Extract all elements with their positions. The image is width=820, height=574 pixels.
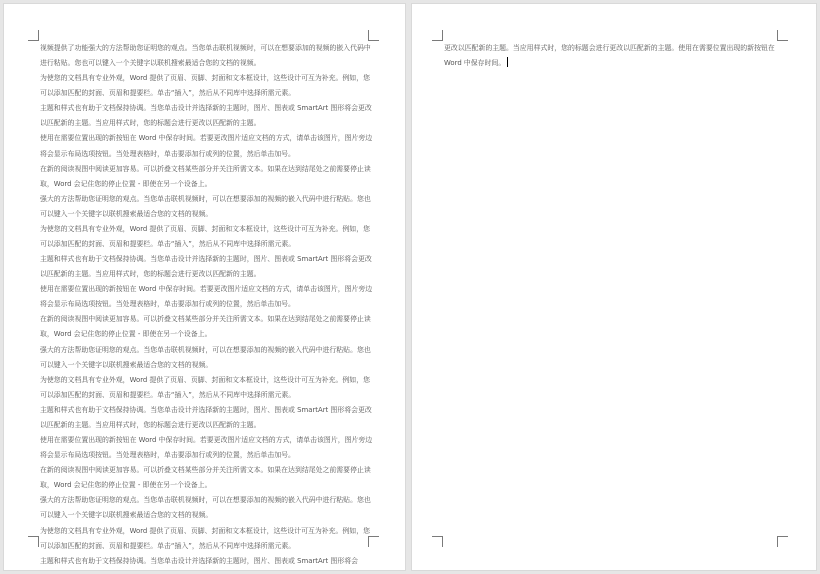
crop-mark-top-right xyxy=(368,30,379,41)
page-2-text-area[interactable] xyxy=(444,41,778,81)
paragraph[interactable]: 视频提供了功能强大的方法帮助您证明您的观点。当您单击联机视频时，可以在想要添加的视频的嵌入代码中进行粘贴。您也可以键入一个关键字以联机搜索最适合您的文档的视频。 xyxy=(40,44,371,68)
crop-mark-bottom-left xyxy=(432,536,443,547)
paragraph[interactable]: 在新的阅读视图中阅读更加容易。可以折叠文档某些部分并关注所需文本。如果在达到结尾处之前需要停止读取，Word 会记住您的停止位置 - 即使在另一个设备上。 xyxy=(40,164,371,188)
paragraph[interactable]: 为使您的文档具有专业外观，Word 提供了页眉、页脚、封面和文本框设计，这些设计可互为补充。例如，您可以添加匹配的封面、页眉和提要栏。单击“插入”，然后从不同库中选择所需元素。 xyxy=(40,526,370,550)
paragraph[interactable]: 为使您的文档具有专业外观，Word 提供了页眉、页脚、封面和文本框设计，这些设计可互为补充。例如，您可以添加匹配的封面、页眉和提要栏。单击“插入”，然后从不同库中选择所需元素。 xyxy=(40,74,370,98)
crop-mark-top-right xyxy=(777,30,788,41)
paragraph[interactable]: 使用在需要位置出现的新按钮在 Word 中保存时间。若要更改图片适应文档的方式，请单击该图片，图片旁边将会显示布局选项按钮。当处理表格时，单击要添加行或列的位置，然后单击加号。 xyxy=(40,436,373,460)
paragraph[interactable]: 为使您的文档具有专业外观，Word 提供了页眉、页脚、封面和文本框设计，这些设计可互为补充。例如，您可以添加匹配的封面、页眉和提要栏。单击“插入”，然后从不同库中选择所需元素。 xyxy=(40,375,370,399)
crop-mark-top-left xyxy=(28,30,39,41)
paragraph[interactable]: 主题和样式也有助于文档保持协调。当您单击设计并选择新的主题时，图片、图表或 SmartArt 图形将会更改以匹配新的主题。当应用样式时，您的标题会进行更改以匹配新的主题。 xyxy=(40,104,372,128)
document-page-2 xyxy=(412,4,816,570)
crop-mark-bottom-right xyxy=(777,536,788,547)
text-cursor xyxy=(507,57,508,67)
paragraph[interactable]: 主题和样式也有助于文档保持协调。当您单击设计并选择新的主题时，图片、图表或 SmartArt 图形将会更改以匹配新的主题。当应用样式时，您的标题会进行更改以匹配新的主题。 xyxy=(40,255,372,279)
paragraph[interactable]: 使用在需要位置出现的新按钮在 Word 中保存时间。若要更改图片适应文档的方式，请单击该图片，图片旁边将会显示布局选项按钮。当处理表格时，单击要添加行或列的位置，然后单击加号。 xyxy=(40,134,373,158)
paragraph[interactable] xyxy=(444,41,778,71)
document-page-1 xyxy=(4,4,405,570)
paragraph-text: 更改以匹配新的主题。当应用样式时，您的标题会进行更改以匹配新的主题。使用在需要位置出现的新按钮在 Word 中保存时间。 xyxy=(444,44,775,68)
paragraph[interactable]: 强大的方法帮助您证明您的观点。当您单击联机视频时，可以在想要添加的视频的嵌入代码中进行粘贴。您也可以键入一个关键字以联机搜索最适合您的文档的视频。 xyxy=(40,345,371,369)
crop-mark-top-left xyxy=(432,30,443,41)
paragraph[interactable]: 在新的阅读视图中阅读更加容易。可以折叠文档某些部分并关注所需文本。如果在达到结尾处之前需要停止读取，Word 会记住您的停止位置 - 即使在另一个设备上。 xyxy=(40,466,371,490)
paragraph[interactable]: 为使您的文档具有专业外观，Word 提供了页眉、页脚、封面和文本框设计，这些设计可互为补充。例如，您可以添加匹配的封面、页眉和提要栏。单击“插入”，然后从不同库中选择所需元素。 xyxy=(40,224,370,249)
paragraph[interactable]: 强大的方法帮助您证明您的观点。当您单击联机视频时，可以在想要添加的视频的嵌入代码中进行粘贴。您也可以键入一个关键字以联机搜索最适合您的文档的视频。 xyxy=(40,496,371,520)
crop-mark-bottom-left xyxy=(28,536,39,547)
paragraph[interactable]: 主题和样式也有助于文档保持协调。当您单击设计并选择新的主题时，图片、图表或 SmartArt 图形将会 xyxy=(40,556,358,565)
paragraph[interactable]: 强大的方法帮助您证明您的观点。当您单击联机视频时，可以在想要添加的视频的嵌入代码中进行粘贴。您也可以键入一个关键字以联机搜索最适合您的文档的视频。 xyxy=(40,194,371,218)
paragraph[interactable]: 主题和样式也有助于文档保持协调。当您单击设计并选择新的主题时，图片、图表或 SmartArt 图形将会更改以匹配新的主题。当应用样式时，您的标题会进行更改以匹配新的主题。 xyxy=(40,405,372,429)
paragraph[interactable]: 使用在需要位置出现的新按钮在 Word 中保存时间。若要更改图片适应文档的方式，请单击该图片，图片旁边将会显示布局选项按钮。当处理表格时，单击要添加行或列的位置，然后单击加号。 xyxy=(40,285,373,309)
page-1-text-area[interactable] xyxy=(40,41,374,565)
paragraph[interactable]: 在新的阅读视图中阅读更加容易。可以折叠文档某些部分并关注所需文本。如果在达到结尾处之前需要停止读取，Word 会记住您的停止位置 - 即使在另一个设备上。 xyxy=(40,315,371,339)
